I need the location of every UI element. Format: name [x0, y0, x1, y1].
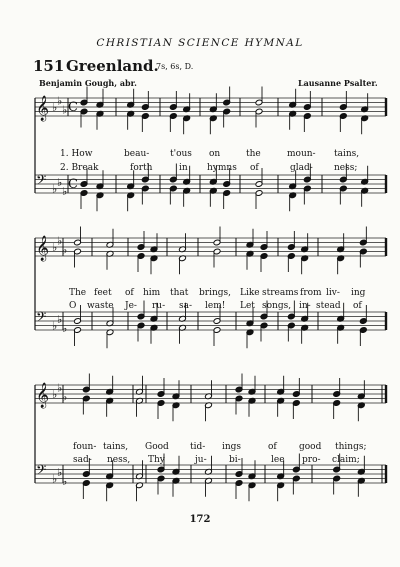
flat-sign: ♭	[57, 234, 63, 248]
flat-sign: ♭	[52, 101, 58, 114]
lyric-syllable: lem!	[205, 301, 226, 311]
lyric-syllable: Thy	[148, 455, 165, 465]
treble-clef-icon: 𝄞	[36, 236, 50, 261]
lyric-syllable: of	[268, 442, 277, 452]
lyric-syllable: ings	[222, 442, 242, 452]
hymn-number: 151	[33, 57, 65, 75]
time-signature: C	[68, 100, 78, 115]
bass-clef-icon: 𝄢	[36, 462, 47, 481]
lyric-syllable: him	[143, 288, 161, 298]
time-signature: C	[68, 177, 78, 192]
lyric-syllable: lee	[271, 455, 285, 465]
lyric-syllable: sa-	[179, 301, 193, 311]
lyric-syllable: tains,	[103, 442, 129, 452]
lyric-syllable: ness;	[334, 163, 358, 173]
running-header: CHRISTIAN SCIENCE HYMNAL	[96, 37, 304, 49]
lyric-syllable: beau-	[124, 149, 150, 159]
flat-sign: ♭	[57, 465, 63, 479]
lyric-syllable: sad-	[73, 455, 92, 465]
lyric-syllable: t'ous	[170, 149, 192, 159]
lyric-syllable: of	[125, 288, 134, 298]
hymn-meter: 7s, 6s, D.	[156, 62, 194, 71]
lyric-syllable: Let	[240, 301, 255, 311]
lyric-syllable: claim;	[332, 455, 360, 465]
lyric-syllable: hymns	[207, 163, 237, 173]
lyric-syllable: of	[353, 301, 362, 311]
lyric-syllable: stead	[316, 301, 341, 311]
lyric-syllable: moun-	[287, 149, 316, 159]
lyric-syllable: streams	[262, 288, 299, 298]
lyric-syllable: liv-	[326, 288, 340, 298]
flat-sign: ♭	[57, 175, 63, 189]
hymn-tune-name: Greenland.	[66, 57, 159, 75]
lyric-syllable: ness,	[107, 455, 131, 465]
lyric-syllable: Good	[145, 442, 169, 452]
lyric-syllable: glad-	[290, 163, 313, 173]
flat-sign: ♭	[62, 103, 68, 117]
lyric-syllable: waste	[87, 301, 114, 311]
lyric-syllable: 2. Break	[60, 163, 99, 173]
lyric-syllable: ru-	[152, 301, 166, 311]
lyric-syllable: from	[300, 288, 322, 298]
lyric-syllable: 1. How	[60, 149, 93, 159]
lyric-syllable: ing	[351, 288, 366, 298]
flat-sign: ♭	[62, 390, 68, 404]
lyric-syllable: the	[246, 149, 261, 159]
page-number: 172	[189, 514, 211, 525]
lyric-syllable: in-	[299, 301, 311, 311]
lyric-syllable: Je-	[125, 301, 137, 311]
flat-sign: ♭	[52, 182, 58, 196]
flat-sign: ♭	[62, 474, 68, 488]
bass-clef-icon: 𝄢	[36, 172, 47, 191]
lyric-syllable: forth	[130, 163, 153, 173]
flat-sign: ♭	[52, 319, 58, 333]
lyric-syllable: feet	[94, 288, 112, 298]
lyric-syllable: songs,	[262, 301, 292, 311]
lyric-syllable: good	[299, 442, 322, 452]
lyric-syllable: foun-	[73, 442, 97, 452]
flat-sign: ♭	[57, 94, 63, 108]
flat-sign: ♭	[52, 388, 58, 401]
bass-clef-icon: 𝄢	[36, 309, 47, 328]
lyric-syllable: on	[209, 149, 221, 159]
lyric-syllable: ju-	[195, 455, 207, 465]
hymn-source: Lausanne Psalter.	[298, 78, 378, 88]
treble-clef-icon: 𝄞	[36, 383, 50, 408]
lyric-syllable: pro-	[302, 455, 321, 465]
lyric-syllable: tains,	[334, 149, 360, 159]
lyric-syllable: of	[250, 163, 259, 173]
flat-sign: ♭	[62, 321, 68, 335]
lyric-syllable: The	[69, 288, 87, 298]
lyric-syllable: things;	[335, 442, 367, 452]
flat-sign: ♭	[57, 312, 63, 326]
lyric-syllable: that	[170, 288, 189, 298]
flat-sign: ♭	[52, 472, 58, 486]
lyric-syllable: tid-	[190, 442, 206, 452]
lyric-syllable: bi-	[229, 455, 241, 465]
lyric-syllable: brings,	[199, 288, 231, 298]
flat-sign: ♭	[52, 241, 58, 254]
lyric-syllable: Like	[240, 288, 260, 298]
lyric-syllable: in	[179, 163, 188, 173]
flat-sign: ♭	[62, 243, 68, 257]
flat-sign: ♭	[62, 184, 68, 198]
hymn-author: Benjamin Gough, abr.	[39, 78, 137, 88]
flat-sign: ♭	[57, 381, 63, 395]
lyric-syllable: O	[69, 301, 77, 311]
treble-clef-icon: 𝄞	[36, 96, 50, 121]
